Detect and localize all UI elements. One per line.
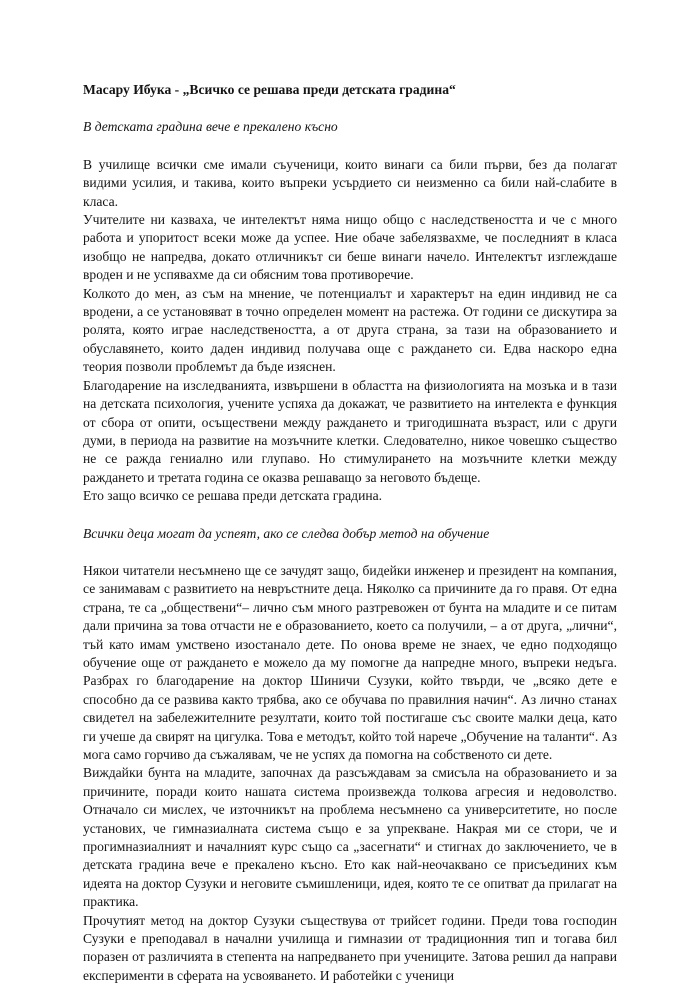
section2-paragraph-3: Прочутият метод на доктор Сузуки съществува от трийсет години. Преди това господин Сузуки е преподавал в начални училища и гимназии от традиционния тип и тогава бил поразен от различията в степента на напредването при учениците. Затова решил да направи експерименти в сферата на усвояването. И работейки с ученици	[83, 912, 617, 983]
section1-paragraph-2: Учителите ни казваха, че интелектът няма нищо общо с наследствеността и че с много работа и упоритост всеки може да успее. Ние обаче забелязвахме, че последният в класа изобщо не напредва, докато отличникът си беше винаги начело. Интелектът изглеждаше вроден и не успявахме да си обясним това противоречие.	[83, 212, 617, 283]
section1-paragraph-4: Благодарение на изследванията, извършени в областта на физиологията на мозъка и в тази на детската психология, учените успяха да докажат, че развитието на интелекта е функция от сбора от опити, осъществени между раждането и тригодишната възраст, или с други думи, в периода на развитие на мозъчните клетки. Следователно, никое човешко същество не се ражда гениално или глупаво. Но стимулирането на мозъчните клетки между раждането и третата година се оказва решаващо за неговото бъдеще.	[83, 377, 617, 485]
section2-paragraph-2: Виждайки бунта на младите, започнах да разсъждавам за смисъла на образованието и за причините, поради които нашата система произвежда толкова агресия и недоволство. Отначало си мислех, че източникът на проблема несъмнено са университетите, но после установих, че гимназиалната система също е за упрекване. Накрая ми се стори, че и прогимназиалният и началният курс също са „засегнати“ и стигнах до заключението, че в детската градина вече е прекалено късно. Ето как най-неочаквано се присъединих към идеята на доктор Сузуки и неговите съмишленици, идея, която те се опитват да прилагат на практика.	[83, 765, 617, 910]
document-page	[83, 81, 617, 985]
section1-heading: В детската градина вече е прекалено късно	[83, 119, 338, 135]
section2-heading: Всички деца могат да успеят, ако се следва добър метод на обучение	[83, 525, 490, 541]
section1-paragraph-5: Ето защо всичко се решава преди детската градина.	[83, 488, 383, 504]
section1-paragraph-3: Колкото до мен, аз съм на мнение, че потенциалът и характерът на един индивид не са вродени, а се установяват в точно определен момент на растежа. От години се дискутира за ролята, която играе наследствеността, а от друга страна, за тази на образованието и обуславянето, които даден индивид получава още с раждането си. Едва наскоро една теория позволи проблемът да бъде изяснен.	[83, 285, 617, 375]
section1-paragraph-1: В училище всички сме имали съученици, които винаги са били първи, без да полагат видими усилия, и такива, които въпреки усърдието си неизменно са били най-слабите в класа.	[83, 156, 617, 209]
document-title: Масару Ибука - „Всичко се решава преди детската градина“	[83, 82, 456, 97]
section2-paragraph-1: Някои читатели несъмнено ще се зачудят защо, бидейки инженер и президент на компания, се занимавам с развитието на невръстните деца. Няколко са причините да го правя. От една страна, те са „обществени“– лично съм много разтревожен от бунта на младите и се питам дали причина за това отчасти не е образованието, което са получили, – а от друга, „лични“, тъй като имам умствено изостанало дете. По онова време не знаех, че едно подходящо обучение още от раждането е можело да му помогне да напредне много, въпреки недъга. Разбрах го благодарение на доктор Шиничи Сузуки, който твърди, че „всяко дете е способно да се развива както трябва, ако се обучава по правилния начин“. Аз лично станах свидетел на забележителните резултати, които той постигаше със своите малки деца, като ги учеше да свирят на цигулка. Това е методът, който той нарече „Обучение на таланти“. Аз мога само горчиво да съжалявам, че не успях да помогна на собственото си дете.	[83, 562, 617, 762]
